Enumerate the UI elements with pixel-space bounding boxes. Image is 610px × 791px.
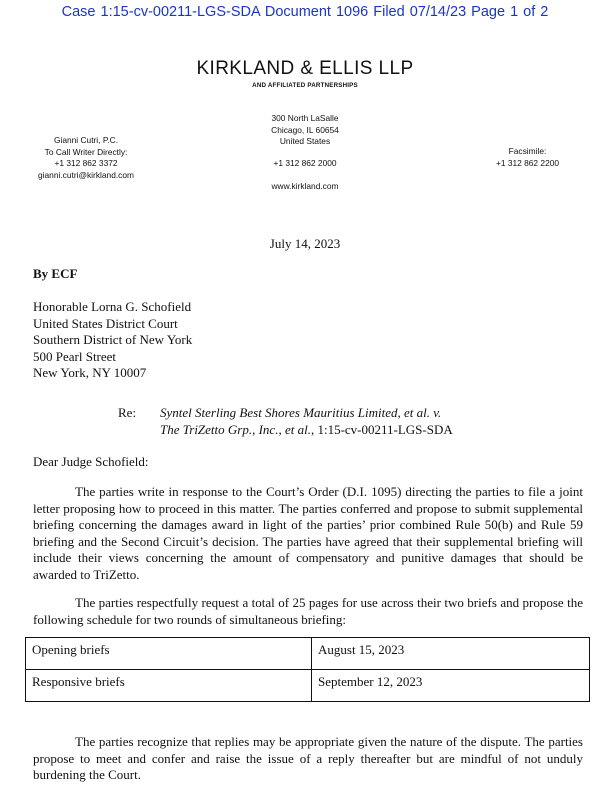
re-line-1: Syntel Sterling Best Shores Mauritius Limited, et al. v. xyxy=(160,405,442,420)
schedule-label: Opening briefs xyxy=(26,638,312,670)
writer-contact xyxy=(0,135,172,181)
delivery-method: By ECF xyxy=(33,266,78,281)
writer-phone: +1 312 862 3372 xyxy=(54,158,118,168)
fax-block xyxy=(455,146,600,169)
addressee-line: New York, NY 10007 xyxy=(33,365,147,380)
table-row xyxy=(26,670,590,702)
re-case-name: The TriZetto Grp., Inc., et al. xyxy=(160,421,311,437)
addressee-line: Southern District of New York xyxy=(33,332,193,347)
addressee-line: Honorable Lorna G. Schofield xyxy=(33,299,192,314)
re-case-number: , 1:15-cv-00211-LGS-SDA xyxy=(310,421,453,437)
writer-email: gianni.cutri@kirkland.com xyxy=(37,169,134,180)
address-line: Chicago, IL 60654 xyxy=(271,124,339,135)
fax-number: +1 312 862 2200 xyxy=(495,157,560,168)
body-paragraph-1: The parties write in response to the Court’s Order (D.I. 1095) directing the parties to file a joint letter proposing how to proceed in this matter. The parties conferred and propose to submit supplemental briefing concerning the damages award in light of the parties’ prior combined Rule 50(b) and Rule 59 briefing and the Second Circuit’s decision. The parties have agreed that their supplemental briefing will include their views concerning the amount of compensatory and punitive damages that should be awarded to TriZetto. xyxy=(33,484,583,582)
fax-label: Facsimile: xyxy=(508,146,547,156)
addressee-line: United States District Court xyxy=(33,315,178,331)
writer-name: Gianni Cutri, P.C. xyxy=(53,135,119,145)
body-paragraph-2: The parties respectfully request a total of 25 pages for use across their two briefs and propose the following schedule for two rounds of simultaneous briefing: xyxy=(33,595,583,627)
schedule-date: September 12, 2023 xyxy=(312,670,590,702)
re-line-2 xyxy=(160,422,453,439)
writer-direct-label: To Call Writer Directly: xyxy=(44,146,128,157)
address-line: 300 North LaSalle xyxy=(271,113,339,123)
case-header: Case 1:15-cv-00211-LGS-SDA Document 1096 Filed 07/14/23 Page 1 of 2 xyxy=(61,4,549,20)
salutation: Dear Judge Schofield: xyxy=(33,454,149,469)
address-line: United States xyxy=(279,136,331,146)
briefing-schedule-table xyxy=(25,637,590,702)
firm-name: KIRKLAND & ELLIS LLP xyxy=(196,58,414,79)
schedule-date: August 15, 2023 xyxy=(312,638,590,670)
table-row xyxy=(26,638,590,670)
letter-date: July 14, 2023 xyxy=(269,236,341,251)
re-label: Re: xyxy=(118,405,137,420)
firm-phone: +1 312 862 2000 xyxy=(273,158,337,168)
addressee-block xyxy=(33,299,192,382)
addressee-line: 500 Pearl Street xyxy=(33,348,117,364)
body-paragraph-3: The parties recognize that replies may be appropriate given the nature of the dispute. The parties propose to meet and confer and raise the issue of a reply thereafter but are mindful of not unduly burdening the Court. xyxy=(33,734,583,782)
firm-website: www.kirkland.com xyxy=(271,181,339,191)
re-subject xyxy=(160,405,453,438)
firm-address xyxy=(205,113,405,148)
schedule-label: Responsive briefs xyxy=(26,670,312,702)
firm-subtitle: AND AFFILIATED PARTNERSHIPS xyxy=(252,82,358,89)
